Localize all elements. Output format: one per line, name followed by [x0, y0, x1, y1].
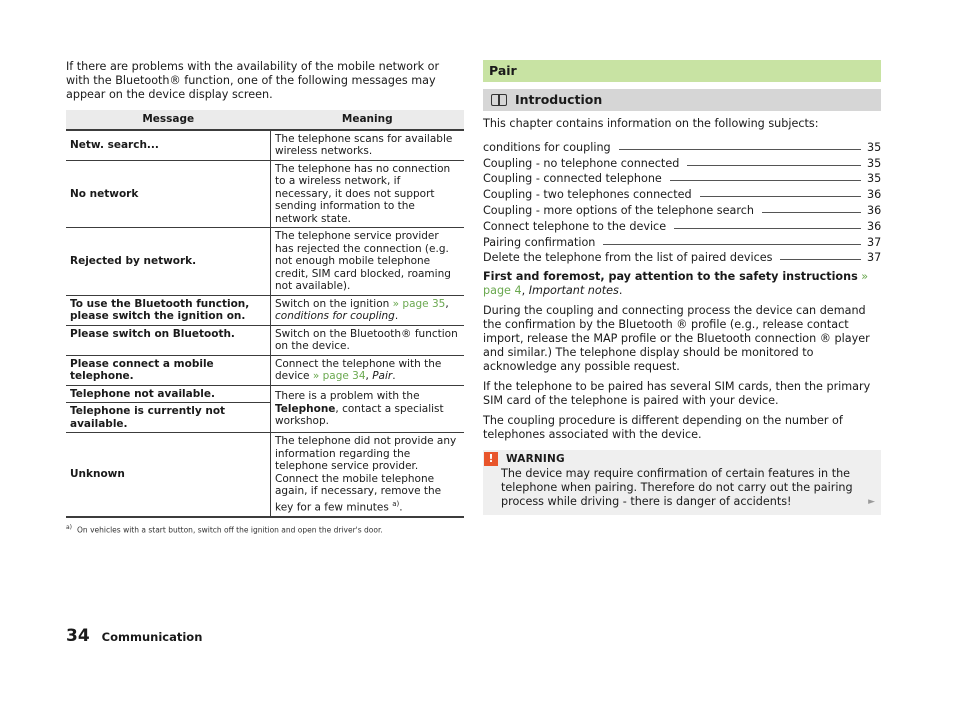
warning-box — [483, 450, 881, 515]
message-cell: Telephone is currently not available. — [66, 403, 271, 433]
toc-item-page: 36 — [867, 203, 882, 217]
meaning-cell — [271, 385, 465, 433]
page-link[interactable]: » page 34 — [312, 370, 366, 382]
toc-item[interactable] — [483, 154, 881, 170]
toc-leader — [674, 228, 861, 229]
toc-leader — [670, 180, 861, 181]
meaning-text: . — [392, 370, 396, 382]
right-column — [483, 60, 881, 515]
toc-leader — [687, 165, 861, 166]
section-title: Pair — [483, 60, 881, 82]
messages-table — [66, 110, 464, 518]
toc-leader — [762, 212, 861, 213]
toc-item-page: 35 — [867, 140, 882, 154]
paragraph: The coupling procedure is different depending on the number of telephones associated with the device. — [483, 414, 843, 442]
warning-text: The device may require confirmation of certain features in the telephone when pairing. Therefore do not carry out the pairing process while driving - there is danger of accidents! — [501, 467, 853, 509]
message-cell: No network — [66, 160, 271, 228]
table-row — [66, 130, 464, 161]
table-header-row — [66, 110, 464, 130]
message-cell: Telephone not available. — [66, 385, 271, 403]
meaning-italic: Pair — [372, 370, 393, 382]
warning-icon: ! — [484, 452, 498, 466]
meaning-italic: conditions for coupling — [275, 310, 395, 322]
book-icon — [491, 94, 507, 106]
safety-paragraph: First and foremost, pay attention to the safety instructions » page 4, Important notes. — [483, 270, 869, 298]
safety-italic: Important notes — [528, 284, 619, 298]
subsection-header — [483, 89, 881, 111]
toc-item-page: 35 — [867, 156, 882, 170]
meaning-cell — [271, 355, 465, 385]
toc-item-title: Coupling - more options of the telephone search — [483, 203, 754, 217]
meaning-cell: The telephone did not provide any information regarding the telephone service provider. Connect the mobile telephone again, if necessary, remove the key for a few minutes $^{a)}$. — [271, 433, 465, 517]
message-cell: Please connect a mobile telephone. — [66, 355, 271, 385]
footnote — [66, 524, 464, 535]
meaning-cell: Switch on the Bluetooth® function on the device. — [271, 325, 465, 355]
table-row — [66, 325, 464, 355]
meaning-text: Connect the telephone with the device — [275, 357, 442, 382]
table-row — [66, 295, 464, 325]
toc-item-title: Coupling - two telephones connected — [483, 188, 692, 202]
toc-item[interactable] — [483, 185, 881, 201]
meaning-cell: The telephone service provider has rejected the connection (e.g. not enough mobile telephone credit, SIM card blocked, roaming not available). — [271, 228, 465, 296]
message-cell: Please switch on Bluetooth. — [66, 325, 271, 355]
footnote-ref: a) — [392, 499, 400, 508]
footer-section: Communication — [101, 630, 203, 644]
toc-item[interactable] — [483, 233, 881, 249]
toc-item-title: Connect telephone to the device — [483, 219, 667, 233]
meaning-text: , — [445, 297, 449, 310]
message-cell: Rejected by network. — [66, 228, 271, 296]
toc-item-title: Delete the telephone from the list of paired devices — [483, 251, 773, 265]
header-message: Message — [66, 110, 271, 130]
page-link[interactable]: » page 4 — [483, 270, 869, 298]
page-number: 34 — [66, 626, 90, 646]
meaning-text: , — [365, 370, 373, 382]
meaning-cell: The telephone scans for available wireless networks. — [271, 130, 465, 161]
toc-leader — [780, 259, 861, 260]
footnote-text: On vehicles with a start button, switch off the ignition and open the driver's door. — [77, 525, 383, 534]
toc-item-title: Coupling - no telephone connected — [483, 156, 680, 170]
message-cell: To use the Bluetooth function, please switch the ignition on. — [66, 295, 271, 325]
meaning-bold: Telephone — [275, 402, 336, 415]
message-cell: Netw. search... — [66, 130, 271, 161]
toc-item-page: 37 — [867, 235, 882, 249]
subsection-title: Introduction — [515, 92, 603, 107]
meaning-text: Switch on the ignition — [275, 297, 393, 310]
meaning-text: . — [394, 310, 399, 322]
toc-item-page: 36 — [867, 219, 882, 233]
toc-leader — [619, 149, 861, 150]
table-row — [66, 355, 464, 385]
message-cell: Unknown — [66, 433, 271, 517]
table-row — [66, 385, 464, 403]
toc-item[interactable] — [483, 170, 881, 186]
toc-leader — [700, 196, 861, 197]
toc-item-page: 36 — [867, 188, 882, 202]
page-footer — [66, 626, 202, 646]
meaning-text: The telephone did not provide any information regarding the telephone service provider. Connect the mobile telephone again, if necessary, remove the key for a few minutes — [275, 435, 457, 513]
continue-arrow-icon: ► — [868, 497, 875, 508]
intro-paragraph: If there are problems with the availability of the mobile network or with the Bluetooth® function, one of the following messages may appear on the device display screen. — [66, 60, 440, 101]
toc-item[interactable] — [483, 249, 881, 265]
paragraph: During the coupling and connecting process the device can demand the confirmation by the Bluetooth ® profile (e.g., release contact import, release the MAP profile or the Bluetooth connection ® player and similar.) The telephone display should be monitored to acknowledge any possible request. — [483, 304, 870, 374]
toc-item[interactable] — [483, 217, 881, 233]
meaning-cell — [271, 295, 465, 325]
meaning-text: , contact a specialist workshop. — [275, 402, 444, 427]
paragraph: If the telephone to be paired has several SIM cards, then the primary SIM card of the telephone is paired with your device. — [483, 380, 871, 408]
header-meaning: Meaning — [271, 110, 465, 130]
toc-item[interactable] — [483, 138, 881, 154]
table-row — [66, 228, 464, 296]
safety-bold: First and foremost, pay attention to the safety instructions — [483, 270, 858, 284]
table-row — [66, 433, 464, 517]
toc-item-title: conditions for coupling — [483, 140, 611, 154]
meaning-cell: The telephone has no connection to a wireless network, if necessary, it does not support sending information to the network state. — [271, 160, 465, 228]
toc-item-title: Coupling - connected telephone — [483, 172, 662, 186]
toc-item[interactable] — [483, 201, 881, 217]
toc-item-page: 37 — [867, 251, 882, 265]
toc-list — [483, 138, 881, 264]
footnote-mark: a) — [66, 523, 73, 531]
page-link[interactable]: » page 35 — [392, 297, 446, 310]
toc-item-title: Pairing confirmation — [483, 235, 596, 249]
toc-intro: This chapter contains information on the following subjects: — [483, 117, 819, 130]
table-row — [66, 160, 464, 228]
meaning-text: There is a problem with the — [275, 390, 420, 402]
left-column — [66, 60, 464, 534]
warning-header — [483, 450, 881, 467]
toc-leader — [603, 244, 861, 245]
toc-item-page: 35 — [867, 172, 882, 186]
warning-label: WARNING — [506, 452, 565, 465]
